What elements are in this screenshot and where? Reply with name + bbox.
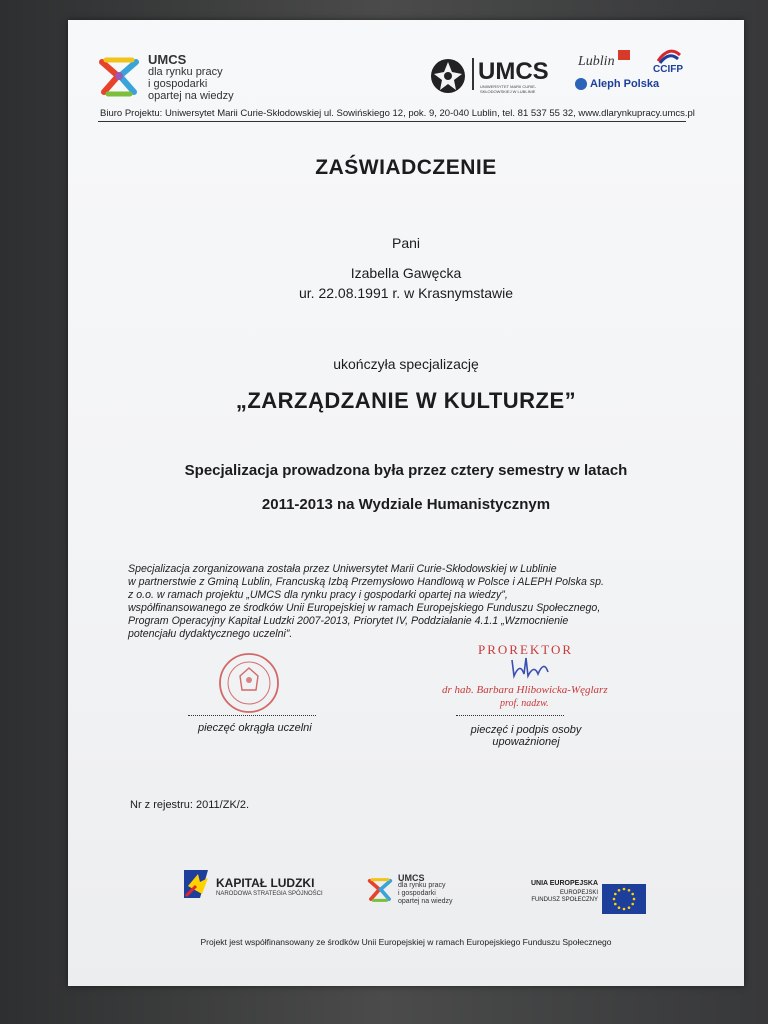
umcs-footer-logo-icon (366, 876, 394, 904)
stamp-label: pieczęć okrągła uczelni (198, 722, 312, 734)
umcs-colorful-logo-icon (96, 54, 142, 100)
cofinancing-note: Projekt jest współfinansowany ze środków Unii Europejskiej w ramach Europejskiego Funduszu Społecznego (200, 937, 612, 947)
kapital-ludzki-logo: KAPITAŁ LUDZKI (216, 876, 315, 890)
umcs-crest-icon (426, 56, 470, 96)
signature-label: pieczęć i podpis osoby upoważnionej (470, 724, 582, 748)
certificate-document (68, 20, 744, 986)
aleph-icon (575, 78, 587, 90)
eu-sub: EUROPEJSKI FUNDUSZ SPOŁECZNY (531, 890, 598, 903)
ccifp-logo: CCIFP (653, 64, 683, 75)
header-rule (98, 121, 686, 122)
office-address: Biuro Projektu: Uniwersytet Marii Curie-Skłodowskiej ul. Sowińskiego 12, pok. 9, 20-040 Lublin, tel. 81 537 55 32, www.dlarynkupracy.umcs.pl (100, 108, 695, 119)
recipient-name: Izabella Gawęcka (350, 265, 462, 281)
years-line: 2011-2013 na Wydziale Humanistycznym (261, 496, 551, 513)
umcs-footer-logo-text: UMCS dla rynku pracy i gospodarki opartej na wiedzy (398, 873, 453, 905)
eu-title: UNIA EUROPEJSKA (530, 880, 598, 887)
umcs-main-logo: UMCS (478, 58, 549, 85)
handwritten-signature-icon (508, 654, 558, 682)
semester-line: Specjalizacja prowadzona była przez cztery semestry w latach (184, 462, 628, 479)
registry-number: Nr z rejestru: 2011/ZK/2. (130, 799, 250, 811)
certificate-title: ZAŚWIADCZENIE (315, 156, 497, 179)
prorektor-name: dr hab. Barbara Hlibowicka-Węglarz (442, 684, 608, 696)
description-line: Program Operacyjny Kapitał Ludzki 2007-2013, Priorytet IV, Poddziałanie 4.1.1 „Wzmocnienie (128, 615, 569, 627)
salutation: Pani (391, 235, 421, 251)
lublin-logo: Lublin (578, 54, 615, 69)
birth-info: ur. 22.08.1991 r. w Krasnymstawie (299, 285, 513, 301)
logo-divider (472, 58, 474, 90)
prorektor-title: prof. nadzw. (500, 698, 549, 709)
lublin-crest-icon (618, 50, 630, 60)
specialization-title: „ZARZĄDZANIE W KULTURZE” (235, 388, 577, 413)
aleph-logo: Aleph Polska (590, 78, 660, 90)
signature-dotted-line (456, 715, 564, 716)
kapital-ludzki-icon (180, 866, 212, 902)
description-line: z o.o. w ramach projektu „UMCS dla rynku pracy i gospodarki opartej na wiedzy”, (128, 589, 508, 601)
description-line: w partnerstwie z Gminą Lublin, Francuską Izbą Przemysłowo Handlową w Polsce i ALEPH Polska sp. (128, 576, 604, 588)
description-paragraph (128, 563, 680, 641)
umcs-main-logo-sub: UNIWERSYTET MARII CURIE-SKŁODOWSKIEJ W LUBLINIE (480, 84, 537, 94)
stamp-dotted-line (188, 715, 316, 716)
kapital-ludzki-sub: NARODOWA STRATEGIA SPÓJNOŚCI (216, 891, 323, 897)
completion-text: ukończyła specjalizację (333, 356, 479, 372)
round-university-stamp-icon (218, 652, 280, 714)
prorektor-stamp: PROREKTOR (478, 642, 574, 657)
ccifp-swoosh-icon (656, 47, 682, 65)
description-line: współfinansowanego ze środków Unii Europejskiej w ramach Europejskiego Funduszu Społecznego, (128, 602, 601, 614)
description-line: Specjalizacja zorganizowana została przez Uniwersytet Marii Curie-Skłodowskiej w Lublinie (128, 563, 557, 575)
description-line: potencjału dydaktycznego uczelni”. (128, 628, 293, 640)
eu-flag-icon (602, 884, 646, 914)
umcs-project-logo-text: UMCS dla rynku pracy i gospodarki opartej na wiedzy (148, 52, 234, 102)
